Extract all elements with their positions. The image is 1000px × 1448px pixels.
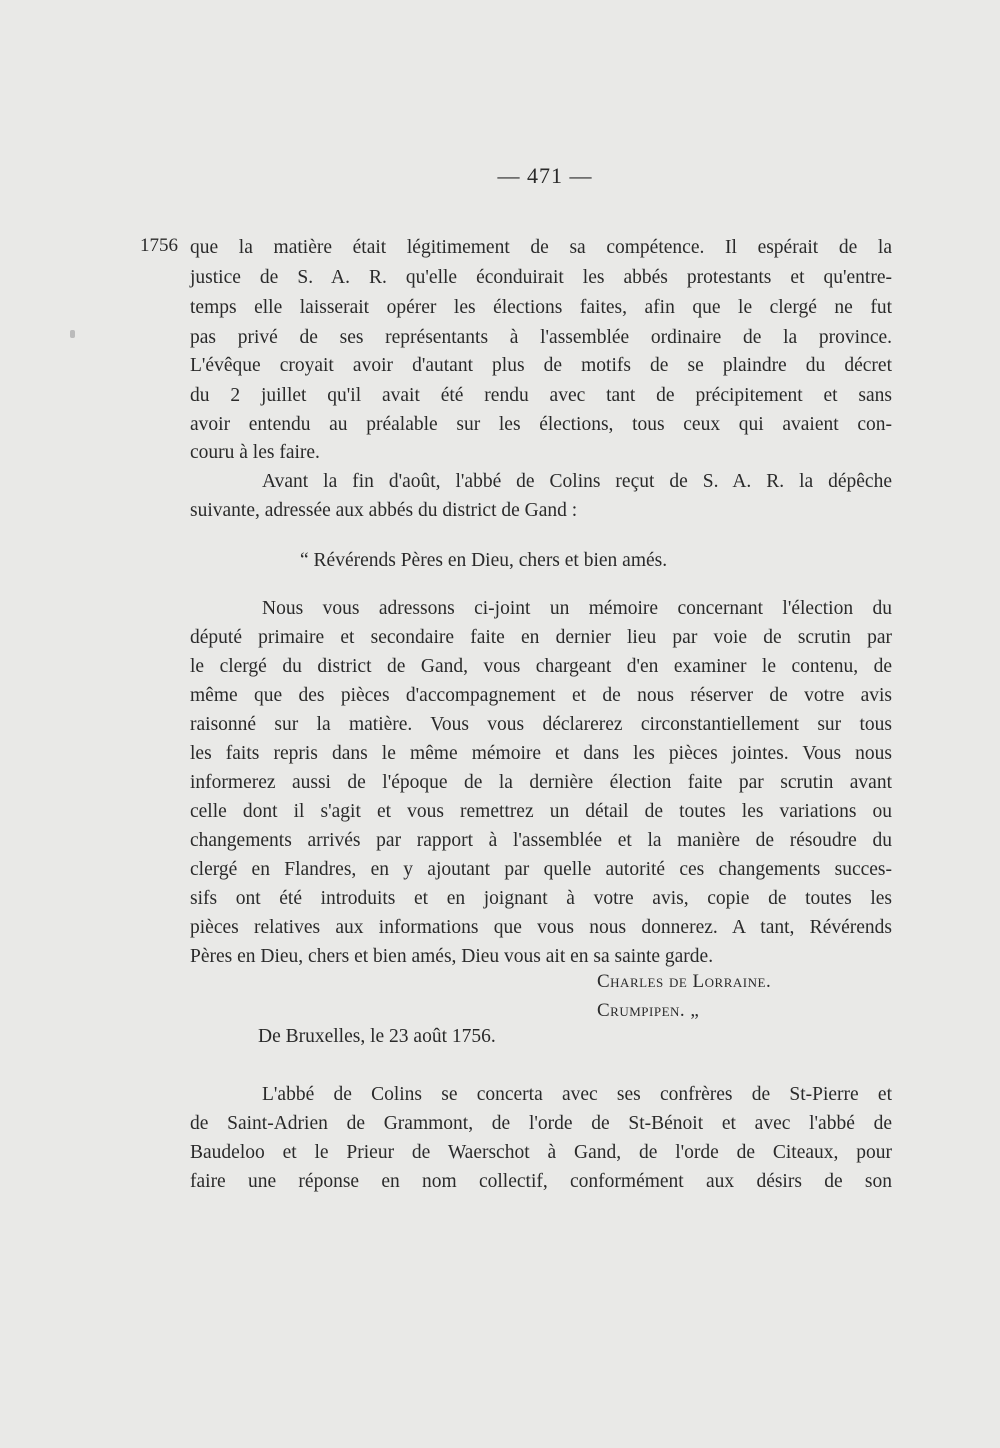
letter-line: celle dont il s'agit et vous remettrez un détail de toutes les variations ou bbox=[190, 801, 892, 822]
letter-salutation: “ Révérends Pères en Dieu, chers et bien amés. bbox=[300, 550, 668, 571]
letter-line: sifs ont été introduits et en joignant à votre avis, copie de toutes les bbox=[190, 888, 892, 909]
text-line: avoir entendu au préalable sur les élections, tous ceux qui avaient con- bbox=[190, 414, 892, 435]
letter-line: les faits repris dans le même mémoire et dans les pièces jointes. Vous nous bbox=[190, 743, 892, 764]
letter-line: informerez aussi de l'époque de la dernière élection faite par scrutin avant bbox=[190, 772, 892, 793]
text-line: couru à les faire. bbox=[190, 442, 320, 463]
text-line: pas privé de ses représentants à l'assemblée ordinaire de la province. bbox=[190, 327, 892, 348]
letter-line: changements arrivés par rapport à l'assemblée et la manière de résoudre du bbox=[190, 830, 892, 851]
letter-line: raisonné sur la matière. Vous vous déclarerez circonstantiellement sur tous bbox=[190, 714, 892, 735]
text-line: temps elle laisserait opérer les élections faites, afin que le clergé ne fut bbox=[190, 297, 892, 318]
text-line: que la matière était légitimement de sa compétence. Il espérait de la bbox=[190, 237, 892, 258]
text-line: L'évêque croyait avoir d'autant plus de motifs de se plaindre du décret bbox=[190, 355, 892, 376]
margin-year: 1756 bbox=[140, 235, 178, 256]
text-line: suivante, adressée aux abbés du district de Gand : bbox=[190, 500, 578, 521]
signature-charles-de-lorraine: Charles de Lorraine. bbox=[597, 971, 772, 992]
letter-line: député primaire et secondaire faite en dernier lieu par voie de scrutin par bbox=[190, 627, 892, 648]
text-line: de Saint-Adrien de Grammont, de l'orde de St-Bénoit et avec l'abbé de bbox=[190, 1113, 892, 1134]
page-number: — 471 — bbox=[497, 163, 593, 188]
signature-crumpipen: Crumpipen. „ bbox=[597, 1000, 700, 1021]
letter-line: Nous vous adressons ci-joint un mémoire concernant l'élection du bbox=[262, 598, 892, 619]
text-line: Baudeloo et le Prieur de Waerschot à Gand, de l'orde de Citeaux, pour bbox=[190, 1142, 892, 1163]
text-line: Avant la fin d'août, l'abbé de Colins reçut de S. A. R. la dépêche bbox=[262, 471, 892, 492]
letter-line: même que des pièces d'accompagnement et de nous réserver de votre avis bbox=[190, 685, 892, 706]
letter-dateline: De Bruxelles, le 23 août 1756. bbox=[258, 1026, 496, 1047]
letter-line: Pères en Dieu, chers et bien amés, Dieu vous ait en sa sainte garde. bbox=[190, 946, 714, 967]
text-line: L'abbé de Colins se concerta avec ses confrères de St-Pierre et bbox=[262, 1084, 892, 1105]
letter-line: clergé en Flandres, en y ajoutant par quelle autorité ces changements succes- bbox=[190, 859, 892, 880]
letter-line: pièces relatives aux informations que vous nous donnerez. A tant, Révérends bbox=[190, 917, 892, 938]
letter-line: le clergé du district de Gand, vous chargeant d'en examiner le contenu, de bbox=[190, 656, 892, 677]
margin-speck bbox=[70, 330, 75, 338]
text-line: justice de S. A. R. qu'elle éconduirait les abbés protestants et qu'entre- bbox=[190, 267, 892, 288]
text-line: faire une réponse en nom collectif, conformément aux désirs de son bbox=[190, 1171, 892, 1192]
text-line: du 2 juillet qu'il avait été rendu avec tant de précipitement et sans bbox=[190, 385, 892, 406]
